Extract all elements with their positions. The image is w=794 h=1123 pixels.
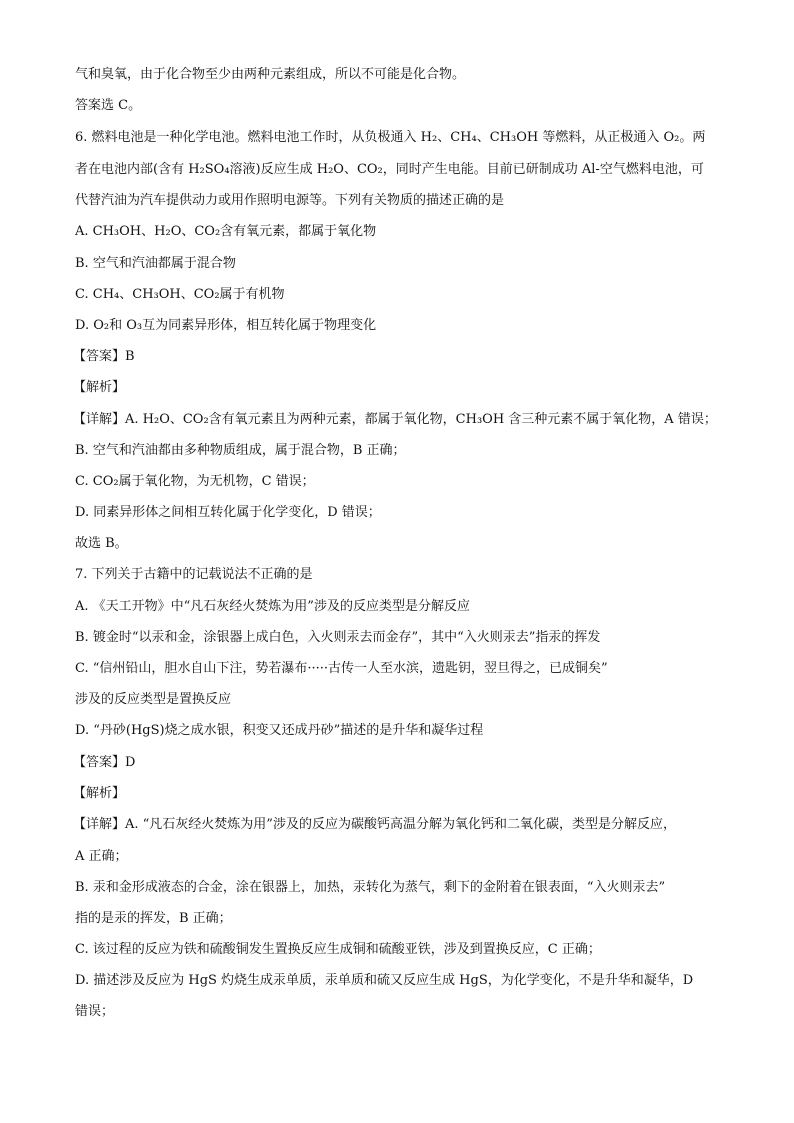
explanation-line: 错误； xyxy=(75,1004,115,1019)
question-6-stem: 代替汽油为汽车提供动力或用作照明电源等。下列有关物质的描述正确的是 xyxy=(75,193,505,208)
explanation-line: A 正确； xyxy=(75,849,128,864)
option-b: B. 镀金时“以汞和金，涂银器上成白色，入火则汞去而金存”，其中“入火则汞去”指汞的挥发 xyxy=(75,630,601,645)
explanation-line: 【详解】A. H₂O、CO₂含有氧元素且为两种元素，都属于氧化物，CH₃OH 含三种元素不属于氧化物，A 错误； xyxy=(73,412,717,427)
text-line: 气和臭氧，由于化合物至少由两种元素组成，所以不可能是化合物。 xyxy=(75,67,466,82)
option-c: C. “信州铅山，胆水自山下注，势若瀑布·····古传一人至水滨，遗匙钥，翌旦得之，已成铜矣” xyxy=(75,661,608,676)
explanation-line: C. CO₂属于氧化物，为无机物，C 错误； xyxy=(75,474,315,489)
option-a: A. CH₃OH、H₂O、CO₂含有氧元素，都属于氧化物 xyxy=(75,224,377,239)
conclusion-line: 故选 B。 xyxy=(75,536,128,551)
option-d: D. O₂和 O₃互为同素异形体，相互转化属于物理变化 xyxy=(75,318,377,333)
answer-tag: 【答案】D xyxy=(73,755,136,770)
option-c-cont: 涉及的反应类型是置换反应 xyxy=(75,692,232,707)
option-b: B. 空气和汽油都属于混合物 xyxy=(75,256,236,271)
explanation-line: D. 同素异形体之间相互转化属于化学变化，D 错误； xyxy=(75,505,381,520)
explanation-line: 指的是汞的挥发，B 正确； xyxy=(75,911,232,926)
option-c: C. CH₄、CH₃OH、CO₂属于有机物 xyxy=(75,287,285,302)
explanation-line: B. 空气和汽油都由多种物质组成，属于混合物，B 正确； xyxy=(75,443,406,458)
question-7-stem: 7. 下列关于古籍中的记载说法不正确的是 xyxy=(75,567,313,582)
question-6-stem: 6. 燃料电池是一种化学电池。燃料电池工作时，从负极通入 H₂、CH₄、CH₃OH 等燃料，从正极通入 O₂。两 xyxy=(75,130,706,145)
explanation-line: D. 描述涉及反应为 HgS 灼烧生成汞单质，汞单质和硫又反应生成 HgS，为化学变化，不是升华和凝华，D xyxy=(75,973,694,988)
option-a: A. 《天工开物》中“凡石灰经火焚炼为用”涉及的反应类型是分解反应 xyxy=(75,599,470,614)
explanation-line: C. 该过程的反应为铁和硫酸铜发生置换反应生成铜和硫酸亚铁，涉及到置换反应，C 正确； xyxy=(75,942,601,957)
explanation-line: B. 汞和金形成液态的合金，涂在银器上，加热，汞转化为蒸气，剩下的金附着在银表面，“入火则汞去” xyxy=(75,880,666,895)
option-d: D. “丹砂(HgS)烧之成水银，积变又还成丹砂”描述的是升华和凝华过程 xyxy=(75,723,484,738)
answer-tag: 【答案】B xyxy=(73,349,135,364)
analysis-tag: 【解析】 xyxy=(73,786,126,801)
question-6-stem: 者在电池内部(含有 H₂SO₄溶液)反应生成 H₂O、CO₂，同时产生电能。目前已研制成功 Al-空气燃料电池，可 xyxy=(75,162,704,177)
analysis-tag: 【解析】 xyxy=(73,380,126,395)
text-line: 答案选 C。 xyxy=(75,98,142,113)
explanation-line: 【详解】A. “凡石灰经火焚炼为用”涉及的反应为碳酸钙高温分解为氧化钙和二氧化碳，类型是分解反应， xyxy=(73,817,676,832)
